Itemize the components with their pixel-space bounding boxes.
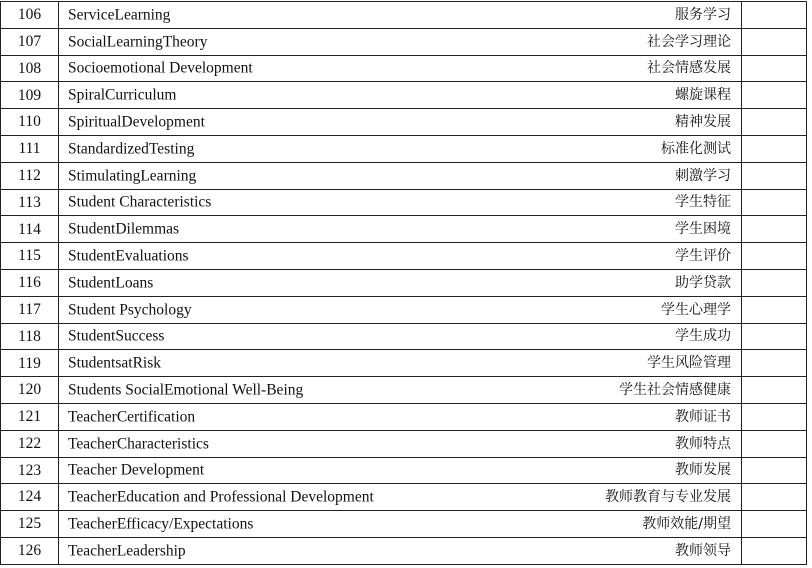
empty-cell bbox=[742, 537, 807, 564]
table-row bbox=[1, 511, 807, 538]
term-english: SpiritualDevelopment bbox=[68, 113, 205, 131]
term-cell bbox=[59, 55, 742, 82]
term-chinese: 教师发展 bbox=[675, 462, 731, 479]
row-number: 126 bbox=[1, 537, 59, 564]
table-row bbox=[1, 216, 807, 243]
term-cell bbox=[59, 430, 742, 457]
row-number: 110 bbox=[1, 109, 59, 136]
row-number: 108 bbox=[1, 55, 59, 82]
term-cell bbox=[59, 2, 742, 29]
empty-cell bbox=[742, 28, 807, 55]
term-english: SpiralCurriculum bbox=[68, 86, 177, 104]
term-chinese: 学生困境 bbox=[675, 221, 731, 238]
row-number: 115 bbox=[1, 243, 59, 270]
term-english: StandardizedTesting bbox=[68, 140, 195, 158]
glossary-table bbox=[0, 1, 807, 565]
row-number: 113 bbox=[1, 189, 59, 216]
term-english: Student Characteristics bbox=[68, 193, 212, 211]
term-cell bbox=[59, 269, 742, 296]
row-number: 119 bbox=[1, 350, 59, 377]
empty-cell bbox=[742, 135, 807, 162]
term-chinese: 学生风险管理 bbox=[647, 355, 731, 372]
term-chinese: 精神发展 bbox=[675, 114, 731, 131]
term-cell bbox=[59, 350, 742, 377]
empty-cell bbox=[742, 323, 807, 350]
row-number: 121 bbox=[1, 403, 59, 430]
row-number: 114 bbox=[1, 216, 59, 243]
term-cell bbox=[59, 189, 742, 216]
row-number: 118 bbox=[1, 323, 59, 350]
term-chinese: 教师效能/期望 bbox=[642, 516, 731, 533]
term-chinese: 刺激学习 bbox=[675, 167, 731, 184]
row-number: 112 bbox=[1, 162, 59, 189]
table-row bbox=[1, 403, 807, 430]
term-chinese: 社会情感发展 bbox=[647, 60, 731, 77]
term-cell bbox=[59, 296, 742, 323]
term-cell bbox=[59, 511, 742, 538]
empty-cell bbox=[742, 269, 807, 296]
row-number: 117 bbox=[1, 296, 59, 323]
term-cell bbox=[59, 403, 742, 430]
term-english: Student Psychology bbox=[68, 300, 192, 318]
term-english: Teacher Development bbox=[68, 461, 205, 479]
empty-cell bbox=[742, 216, 807, 243]
table-row bbox=[1, 457, 807, 484]
table-row bbox=[1, 55, 807, 82]
empty-cell bbox=[742, 484, 807, 511]
term-chinese: 标准化测试 bbox=[661, 140, 731, 157]
empty-cell bbox=[742, 296, 807, 323]
empty-cell bbox=[742, 2, 807, 29]
table-row bbox=[1, 189, 807, 216]
empty-cell bbox=[742, 350, 807, 377]
term-chinese: 学生评价 bbox=[675, 248, 731, 265]
row-number: 120 bbox=[1, 377, 59, 404]
term-chinese: 社会学习理论 bbox=[647, 33, 731, 50]
row-number: 109 bbox=[1, 82, 59, 109]
table-row bbox=[1, 243, 807, 270]
row-number: 107 bbox=[1, 28, 59, 55]
glossary-table-body bbox=[1, 2, 807, 565]
term-cell bbox=[59, 537, 742, 564]
term-english: Socioemotional Development bbox=[68, 59, 253, 77]
term-cell bbox=[59, 216, 742, 243]
table-row bbox=[1, 350, 807, 377]
term-chinese: 教师领导 bbox=[675, 542, 731, 559]
term-cell bbox=[59, 377, 742, 404]
empty-cell bbox=[742, 162, 807, 189]
table-row bbox=[1, 109, 807, 136]
term-english: Students SocialEmotional Well-Being bbox=[68, 381, 304, 399]
term-english: StimulatingLearning bbox=[68, 166, 197, 184]
term-chinese: 教师教育与专业发展 bbox=[605, 489, 731, 506]
table-row bbox=[1, 296, 807, 323]
term-chinese: 学生特征 bbox=[675, 194, 731, 211]
term-chinese: 教师证书 bbox=[675, 408, 731, 425]
term-cell bbox=[59, 457, 742, 484]
row-number: 106 bbox=[1, 2, 59, 29]
term-chinese: 学生成功 bbox=[675, 328, 731, 345]
term-cell bbox=[59, 135, 742, 162]
term-chinese: 助学贷款 bbox=[675, 274, 731, 291]
empty-cell bbox=[742, 511, 807, 538]
empty-cell bbox=[742, 457, 807, 484]
term-chinese: 教师特点 bbox=[675, 435, 731, 452]
table-row bbox=[1, 162, 807, 189]
table-row bbox=[1, 377, 807, 404]
row-number: 111 bbox=[1, 135, 59, 162]
term-english: StudentsatRisk bbox=[68, 354, 162, 372]
row-number: 123 bbox=[1, 457, 59, 484]
empty-cell bbox=[742, 243, 807, 270]
empty-cell bbox=[742, 109, 807, 136]
term-cell bbox=[59, 109, 742, 136]
term-english: ServiceLearning bbox=[68, 6, 171, 24]
table-row bbox=[1, 135, 807, 162]
term-cell bbox=[59, 323, 742, 350]
table-row bbox=[1, 537, 807, 564]
row-number: 125 bbox=[1, 511, 59, 538]
empty-cell bbox=[742, 377, 807, 404]
term-chinese: 学生心理学 bbox=[661, 301, 731, 318]
table-row bbox=[1, 28, 807, 55]
term-english: StudentLoans bbox=[68, 274, 154, 292]
term-english: StudentDilemmas bbox=[68, 220, 180, 238]
empty-cell bbox=[742, 82, 807, 109]
empty-cell bbox=[742, 189, 807, 216]
empty-cell bbox=[742, 430, 807, 457]
table-row bbox=[1, 430, 807, 457]
term-chinese: 螺旋课程 bbox=[675, 87, 731, 104]
term-english: StudentEvaluations bbox=[68, 247, 189, 265]
term-cell bbox=[59, 162, 742, 189]
row-number: 116 bbox=[1, 269, 59, 296]
term-english: StudentSuccess bbox=[68, 327, 165, 345]
row-number: 122 bbox=[1, 430, 59, 457]
table-row bbox=[1, 484, 807, 511]
term-english: TeacherCertification bbox=[68, 408, 196, 426]
table-row bbox=[1, 82, 807, 109]
term-cell bbox=[59, 28, 742, 55]
term-chinese: 服务学习 bbox=[675, 6, 731, 23]
empty-cell bbox=[742, 403, 807, 430]
term-english: TeacherEducation and Professional Development bbox=[68, 488, 374, 506]
table-row bbox=[1, 269, 807, 296]
term-cell bbox=[59, 82, 742, 109]
term-english: TeacherCharacteristics bbox=[68, 434, 209, 452]
term-chinese: 学生社会情感健康 bbox=[619, 382, 731, 399]
row-number: 124 bbox=[1, 484, 59, 511]
term-cell bbox=[59, 243, 742, 270]
term-cell bbox=[59, 484, 742, 511]
table-row bbox=[1, 323, 807, 350]
empty-cell bbox=[742, 55, 807, 82]
term-english: SocialLearningTheory bbox=[68, 32, 208, 50]
table-row bbox=[1, 2, 807, 29]
term-english: TeacherEfficacy/Expectations bbox=[68, 515, 254, 533]
term-english: TeacherLeadership bbox=[68, 542, 186, 560]
